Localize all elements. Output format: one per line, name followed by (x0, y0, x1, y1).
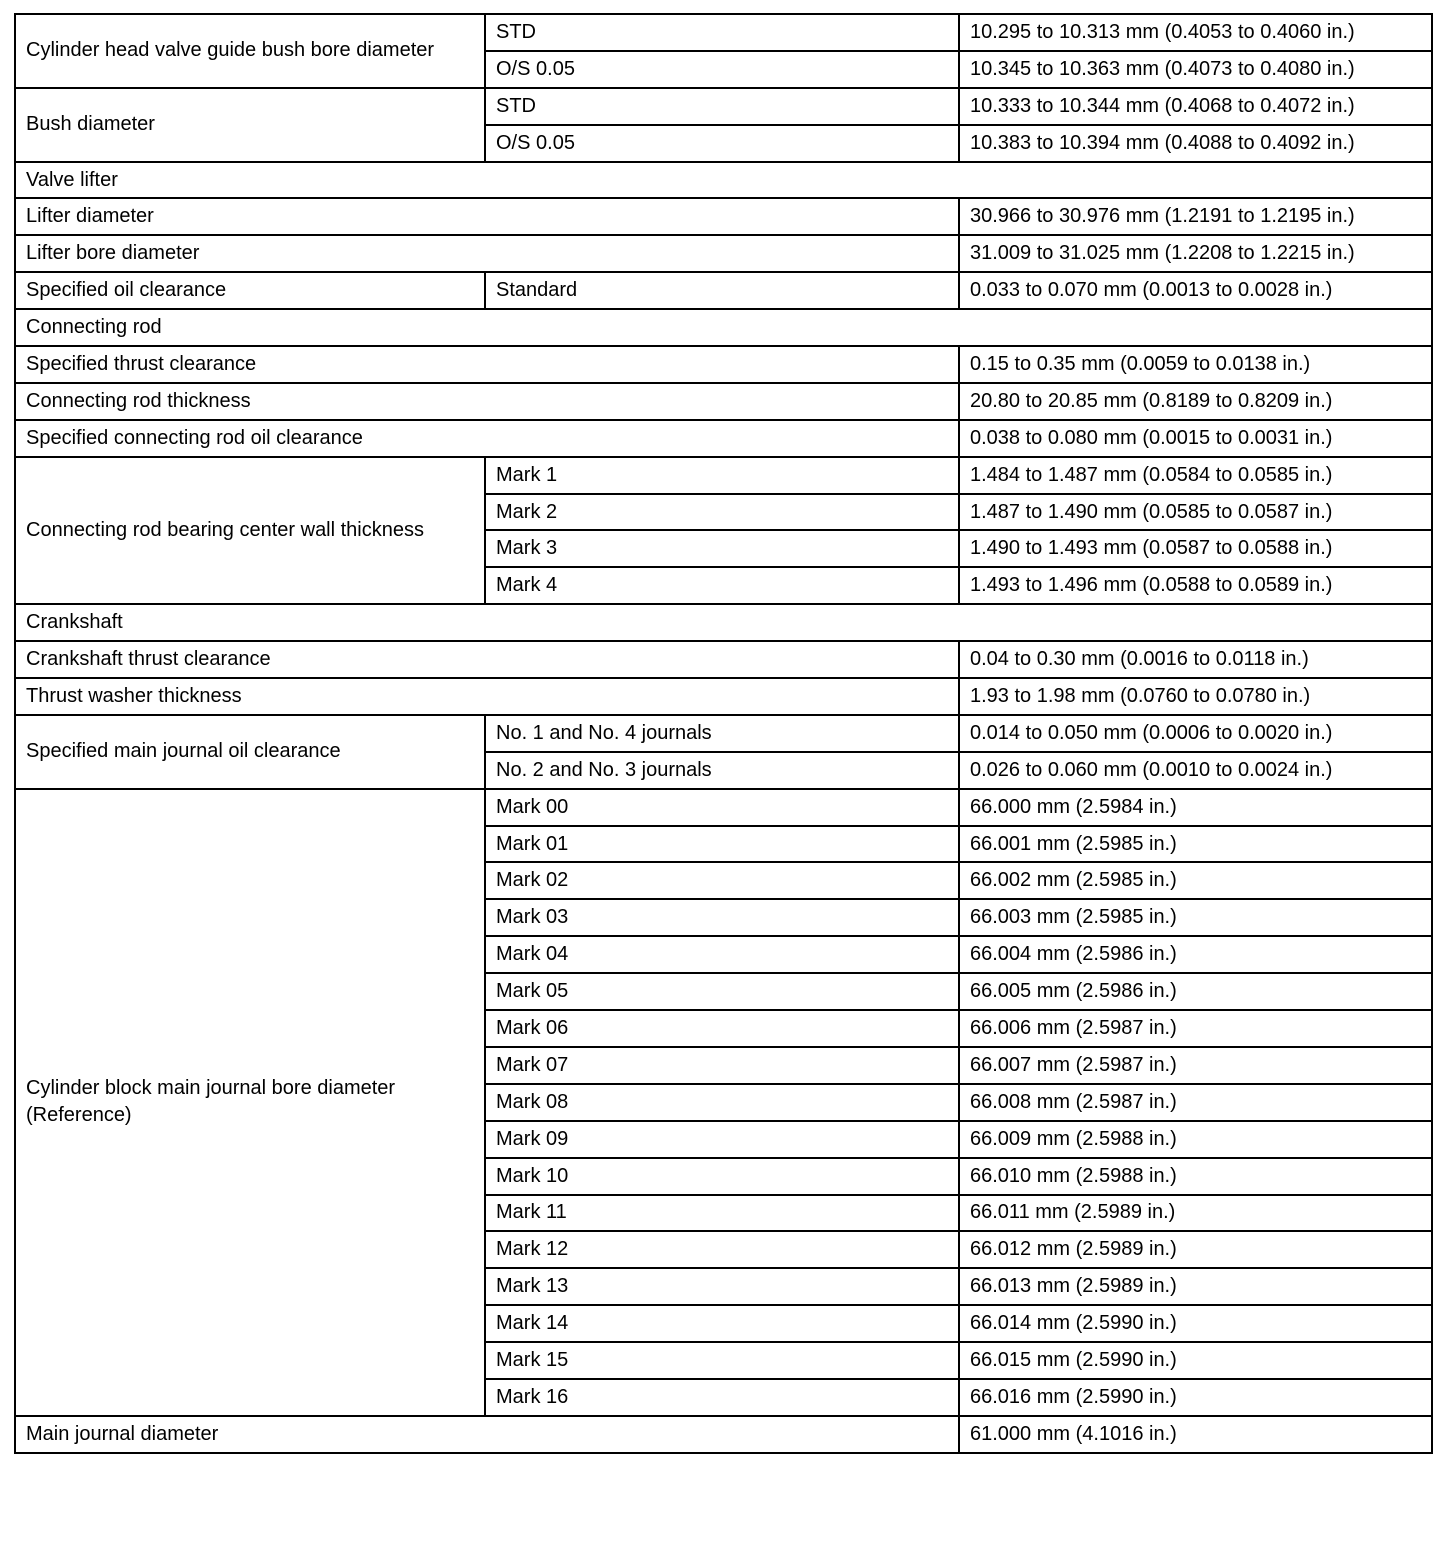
spec-condition: Mark 02 (485, 862, 959, 899)
spec-value: 66.011 mm (2.5989 in.) (959, 1195, 1432, 1232)
section-row (15, 309, 1432, 346)
table-row (15, 272, 1432, 309)
section-row (15, 162, 1432, 199)
spec-item: Connecting rod thickness (15, 383, 959, 420)
spec-item: Connecting rod bearing center wall thickness (15, 457, 485, 605)
spec-condition: Mark 00 (485, 789, 959, 826)
spec-value: 10.333 to 10.344 mm (0.4068 to 0.4072 in.) (959, 88, 1432, 125)
spec-condition: Mark 08 (485, 1084, 959, 1121)
spec-value: 1.484 to 1.487 mm (0.0584 to 0.0585 in.) (959, 457, 1432, 494)
spec-item: Lifter bore diameter (15, 235, 959, 272)
spec-condition: Mark 03 (485, 899, 959, 936)
spec-value: 66.005 mm (2.5986 in.) (959, 973, 1432, 1010)
spec-condition: STD (485, 88, 959, 125)
spec-value: 10.295 to 10.313 mm (0.4053 to 0.4060 in.) (959, 14, 1432, 51)
spec-condition: O/S 0.05 (485, 125, 959, 162)
table-row (15, 678, 1432, 715)
spec-value: 66.004 mm (2.5986 in.) (959, 936, 1432, 973)
spec-value: 66.006 mm (2.5987 in.) (959, 1010, 1432, 1047)
spec-condition: STD (485, 14, 959, 51)
spec-value: 66.000 mm (2.5984 in.) (959, 789, 1432, 826)
spec-item: Specified connecting rod oil clearance (15, 420, 959, 457)
spec-condition: Mark 13 (485, 1268, 959, 1305)
spec-value: 0.033 to 0.070 mm (0.0013 to 0.0028 in.) (959, 272, 1432, 309)
spec-condition: O/S 0.05 (485, 51, 959, 88)
spec-condition: Mark 01 (485, 826, 959, 863)
section-row (15, 604, 1432, 641)
spec-condition: Mark 2 (485, 494, 959, 531)
spec-condition: No. 2 and No. 3 journals (485, 752, 959, 789)
spec-condition: Mark 04 (485, 936, 959, 973)
spec-item: Specified main journal oil clearance (15, 715, 485, 789)
spec-value: 1.93 to 1.98 mm (0.0760 to 0.0780 in.) (959, 678, 1432, 715)
spec-condition: No. 1 and No. 4 journals (485, 715, 959, 752)
spec-value: 0.15 to 0.35 mm (0.0059 to 0.0138 in.) (959, 346, 1432, 383)
spec-value: 66.008 mm (2.5987 in.) (959, 1084, 1432, 1121)
table-row (15, 715, 1432, 752)
spec-value: 66.014 mm (2.5990 in.) (959, 1305, 1432, 1342)
spec-condition: Mark 07 (485, 1047, 959, 1084)
spec-value: 0.014 to 0.050 mm (0.0006 to 0.0020 in.) (959, 715, 1432, 752)
table-row (15, 235, 1432, 272)
spec-item: Specified thrust clearance (15, 346, 959, 383)
spec-value: 66.010 mm (2.5988 in.) (959, 1158, 1432, 1195)
spec-condition: Mark 4 (485, 567, 959, 604)
spec-item: Bush diameter (15, 88, 485, 162)
spec-value: 10.345 to 10.363 mm (0.4073 to 0.4080 in.) (959, 51, 1432, 88)
spec-condition: Mark 3 (485, 530, 959, 567)
spec-value: 0.038 to 0.080 mm (0.0015 to 0.0031 in.) (959, 420, 1432, 457)
section-heading: Crankshaft (15, 604, 1432, 641)
spec-value: 66.016 mm (2.5990 in.) (959, 1379, 1432, 1416)
section-heading: Valve lifter (15, 162, 1432, 199)
spec-item: Lifter diameter (15, 198, 959, 235)
spec-value: 66.003 mm (2.5985 in.) (959, 899, 1432, 936)
spec-value: 66.009 mm (2.5988 in.) (959, 1121, 1432, 1158)
table-row (15, 457, 1432, 494)
spec-value: 30.966 to 30.976 mm (1.2191 to 1.2195 in.) (959, 198, 1432, 235)
section-heading: Connecting rod (15, 309, 1432, 346)
spec-value: 66.013 mm (2.5989 in.) (959, 1268, 1432, 1305)
spec-condition: Mark 05 (485, 973, 959, 1010)
spec-value: 10.383 to 10.394 mm (0.4088 to 0.4092 in.) (959, 125, 1432, 162)
table-row (15, 420, 1432, 457)
spec-value: 66.002 mm (2.5985 in.) (959, 862, 1432, 899)
spec-value: 61.000 mm (4.1016 in.) (959, 1416, 1432, 1453)
spec-value: 66.001 mm (2.5985 in.) (959, 826, 1432, 863)
table-row (15, 1416, 1432, 1453)
spec-condition: Mark 06 (485, 1010, 959, 1047)
spec-condition: Mark 15 (485, 1342, 959, 1379)
spec-value: 1.487 to 1.490 mm (0.0585 to 0.0587 in.) (959, 494, 1432, 531)
spec-condition: Mark 09 (485, 1121, 959, 1158)
spec-item: Thrust washer thickness (15, 678, 959, 715)
spec-condition: Mark 12 (485, 1231, 959, 1268)
spec-value: 1.493 to 1.496 mm (0.0588 to 0.0589 in.) (959, 567, 1432, 604)
spec-condition: Mark 14 (485, 1305, 959, 1342)
spec-condition: Mark 11 (485, 1195, 959, 1232)
spec-condition: Mark 16 (485, 1379, 959, 1416)
specification-table (14, 13, 1433, 1454)
spec-item: Specified oil clearance (15, 272, 485, 309)
spec-condition: Standard (485, 272, 959, 309)
spec-value: 66.015 mm (2.5990 in.) (959, 1342, 1432, 1379)
spec-value: 20.80 to 20.85 mm (0.8189 to 0.8209 in.) (959, 383, 1432, 420)
spec-value: 66.012 mm (2.5989 in.) (959, 1231, 1432, 1268)
table-row (15, 88, 1432, 125)
table-row (15, 14, 1432, 51)
table-row (15, 641, 1432, 678)
spec-item: Cylinder head valve guide bush bore diameter (15, 14, 485, 88)
spec-value: 1.490 to 1.493 mm (0.0587 to 0.0588 in.) (959, 530, 1432, 567)
spec-value: 0.026 to 0.060 mm (0.0010 to 0.0024 in.) (959, 752, 1432, 789)
table-row (15, 383, 1432, 420)
table-row (15, 346, 1432, 383)
spec-value: 31.009 to 31.025 mm (1.2208 to 1.2215 in.) (959, 235, 1432, 272)
spec-value: 0.04 to 0.30 mm (0.0016 to 0.0118 in.) (959, 641, 1432, 678)
spec-value: 66.007 mm (2.5987 in.) (959, 1047, 1432, 1084)
spec-item: Main journal diameter (15, 1416, 959, 1453)
table-row (15, 789, 1432, 826)
spec-condition: Mark 1 (485, 457, 959, 494)
spec-condition: Mark 10 (485, 1158, 959, 1195)
spec-item: Crankshaft thrust clearance (15, 641, 959, 678)
table-row (15, 198, 1432, 235)
spec-item: Cylinder block main journal bore diameter (Reference) (15, 789, 485, 1416)
